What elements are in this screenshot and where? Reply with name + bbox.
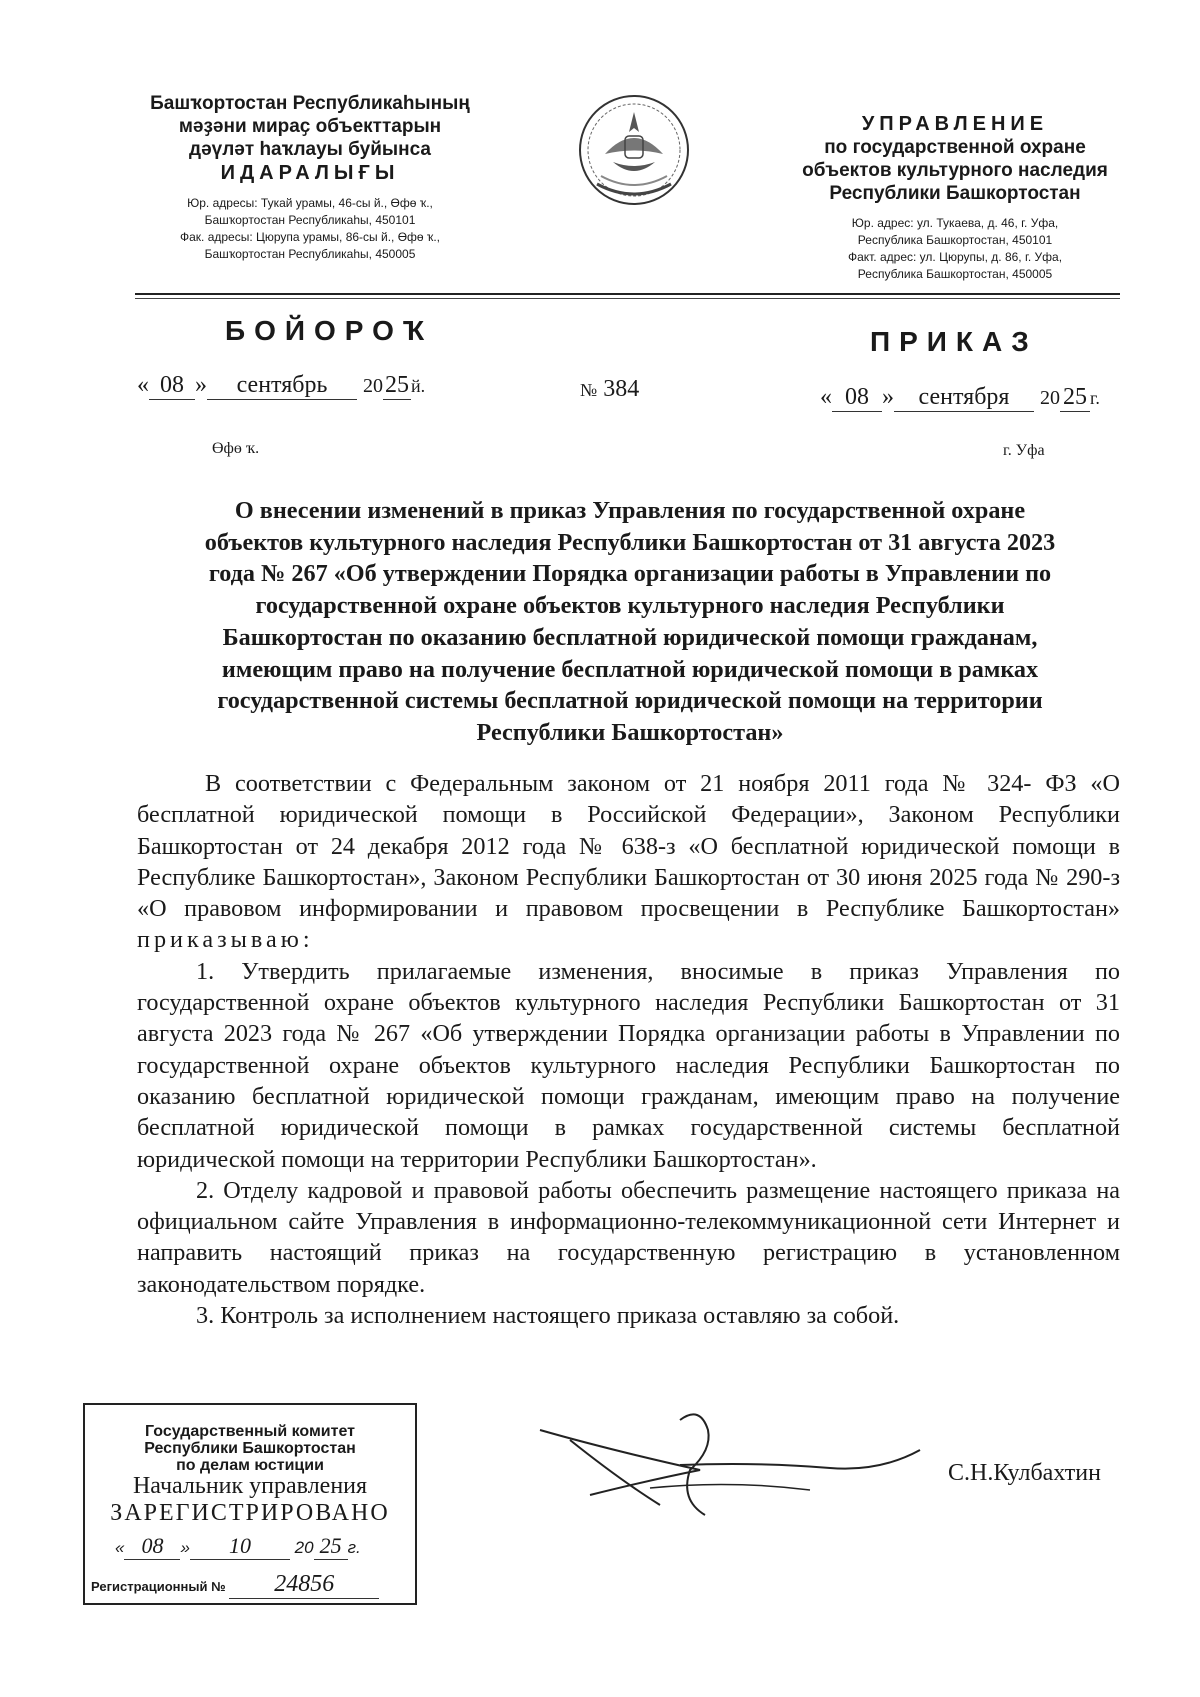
quote-open: « [820, 384, 832, 410]
signature-icon [530, 1410, 930, 1520]
org-name-ba-line: мәҙәни мираҫ объекттарын [178, 116, 442, 137]
stamp-date-century: 20 [294, 1538, 314, 1557]
address-line: Фак. адресы: Цюрупа урамы, 86-сы й., Өфө ҡ., [179, 230, 441, 244]
header-divider-thin [135, 298, 1120, 299]
quote-open: « [115, 1538, 125, 1557]
subject-line: объектов культурного наследия Республики Башкортостан от 31 августа 2023 [204, 528, 1056, 556]
signer-position: Начальник управления [132, 1473, 368, 1499]
date-century: 20 [363, 375, 383, 397]
stamp-reg [91, 1571, 379, 1599]
date-year: 25 [1060, 384, 1090, 412]
subject-line: года № 267 «Об утверждении Порядка организации работы в Управлении по [208, 560, 1052, 588]
order-body [137, 768, 1120, 1331]
quote-close: » [195, 372, 207, 398]
coat-of-arms-icon [575, 92, 693, 212]
org-name-ba-line: Башҡортостан Республикаһының [150, 93, 470, 114]
doc-title-ru: ПРИКАЗ [870, 326, 1038, 357]
date-suffix: г. [1090, 388, 1100, 408]
stamp-date [115, 1533, 361, 1560]
stamp-date-month: 10 [190, 1533, 290, 1560]
stamp-line: Государственный комитет [145, 1423, 355, 1440]
signer-name: С.Н.Кулбахтин [948, 1460, 1101, 1486]
date-month: сентября [894, 384, 1034, 412]
address-line: Факт. адрес: ул. Цюрупы, д. 86, г. Уфа, [847, 250, 1063, 264]
order-number [580, 376, 639, 403]
stamp-registered: ЗАРЕГИСТРИРОВАНО [110, 1500, 390, 1526]
subject-line: О внесении изменений в приказ Управления по государственной охране [234, 497, 1026, 524]
quote-close: » [180, 1538, 190, 1557]
city-ba: Өфө ҡ. [212, 440, 260, 457]
org-name-ru-line: по государственной охране [824, 137, 1086, 158]
date-day: 08 [832, 384, 882, 412]
org-name-ru-line: объектов культурного наследия [802, 160, 1108, 181]
number-sign: № [580, 380, 598, 400]
stamp-date-year: 25 [314, 1533, 348, 1560]
subject-line: Республики Башкортостан» [476, 718, 784, 746]
quote-close: » [882, 384, 894, 410]
header-left-org [130, 92, 490, 263]
subject-line: государственной охране объектов культурного наследия Республики [255, 592, 1005, 620]
org-name-ba-spaced: ИДАРАЛЫҒЫ [220, 162, 400, 184]
org-name-ru-line: Республики Башкортостан [829, 183, 1081, 204]
address-line: Башҡортостан Республикаһы, 450101 [204, 213, 416, 227]
date-suffix: й. [411, 376, 426, 396]
doc-title-ba: БОЙОРОҠ [225, 315, 434, 346]
address-ru [790, 215, 1120, 283]
header-divider [135, 293, 1120, 295]
date-ba [137, 372, 425, 400]
preamble-text: В соответствии с Федеральным законом от 21 ноября 2011 года № 324- ФЗ «О бесплатной юридической помощи в Российской Федерации», Законом Республики Башкортостан от 24 декабря 2012 года № 638-з «О бесплатной юридической помощи в Республике Башкортостан», Законом Республики Башкортостан от 30 июня 2025 года № 290-з «О правовом информировании и правовом просвещении в Республике Башкортостан» [137, 770, 1120, 923]
reg-label: Регистрационный № [91, 1579, 226, 1594]
address-line: Республика Башкортостан, 450101 [857, 233, 1053, 247]
stamp-line: по делам юстиции [176, 1457, 324, 1474]
date-month: сентябрь [207, 372, 357, 400]
org-name-ru-spaced: УПРАВЛЕНИЕ [861, 113, 1049, 135]
reg-number: 24856 [229, 1571, 379, 1599]
preamble-paragraph [137, 768, 1120, 956]
subject-line: имеющим право на получение бесплатной юридической помощи в рамках [221, 655, 1039, 683]
registration-stamp [83, 1403, 417, 1605]
order-word: приказываю: [137, 926, 314, 954]
item-3: 3. Контроль за исполнением настоящего приказа оставляю за собой. [196, 1302, 900, 1330]
org-name-ba-line: дәүләт һаҡлауы буйынса [189, 139, 431, 160]
date-century: 20 [1040, 387, 1060, 409]
item-1: 1. Утвердить прилагаемые изменения, вносимые в приказ Управления по государственной охране объектов культурного наследия Республики Башкортостан от 31 августа 2023 года № 267 «Об утверждении Порядка организации работы в Управлении по государственной охране объектов культурного наследия Республики Башкортостан по оказанию бесплатной юридической помощи гражданам, имеющим право на получение бесплатной юридической помощи в рамках государственной системы бесплатной юридической помощи на территории Республики Башкортостан». [137, 957, 1120, 1173]
item-2: 2. Отделу кадровой и правовой работы обеспечить размещение настоящего приказа на официальном сайте Управления в информационно-телекоммуникационной сети Интернет и направить настоящий приказ на государственную регистрацию в установленном законодательством порядке. [137, 1176, 1120, 1298]
date-year: 25 [385, 372, 409, 398]
address-line: Республика Башкортостан, 450005 [857, 267, 1053, 281]
stamp-line: Республики Башкортостан [144, 1440, 356, 1457]
number-value: 384 [603, 376, 640, 402]
city-ru: г. Уфа [1003, 442, 1045, 459]
subject-line: государственной системы бесплатной юридической помощи на территории [217, 687, 1043, 715]
date-ru [820, 384, 1100, 412]
address-line: Юр. адрес: ул. Тукаева, д. 46, г. Уфа, [851, 216, 1059, 230]
subject-line: Башкортостан по оказанию бесплатной юридической помощи гражданам, [222, 623, 1038, 651]
quote-open: « [137, 372, 149, 398]
header-right-org [790, 112, 1120, 283]
address-line: Юр. адресы: Тукай урамы, 46-сы й., Өфө ҡ., [187, 196, 433, 210]
address-ba [130, 195, 490, 263]
address-line: Башҡортостан Республикаһы, 450005 [204, 247, 416, 261]
stamp-date-day: 08 [124, 1533, 180, 1560]
stamp-date-suffix: г. [347, 1538, 361, 1557]
order-subject [160, 495, 1100, 749]
date-day: 08 [149, 372, 195, 400]
